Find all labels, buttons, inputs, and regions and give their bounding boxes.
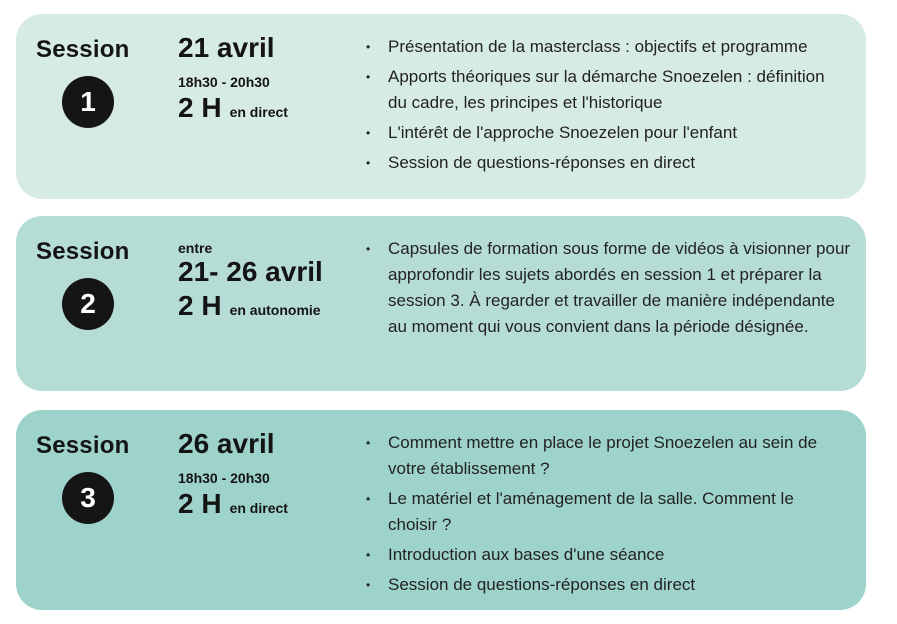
list-item: • Présentation de la masterclass : objectifs et programme bbox=[366, 34, 846, 60]
bullet-icon: • bbox=[366, 242, 371, 256]
session-number-badge: 2 bbox=[62, 278, 114, 330]
bullet-icon: • bbox=[366, 126, 371, 140]
session-date: 26 avril bbox=[178, 428, 275, 459]
bullet-icon: • bbox=[366, 436, 371, 450]
bullet-icon: • bbox=[366, 578, 371, 592]
session-time: 18h30 - 20h30 bbox=[178, 74, 270, 90]
bullet-icon: • bbox=[366, 548, 371, 562]
session-date: 21- 26 avril bbox=[178, 256, 323, 287]
duration-mode: en direct bbox=[229, 104, 288, 120]
list-item: • Session de questions-réponses en direct bbox=[366, 572, 846, 598]
duration-mode: en autonomie bbox=[229, 302, 321, 318]
session-date: 21 avril bbox=[178, 32, 275, 63]
session-duration bbox=[178, 488, 288, 520]
list-item: • L'intérêt de l'approche Snoezelen pour l'enfant bbox=[366, 120, 846, 146]
bullet-icon: • bbox=[366, 40, 371, 54]
duration-value: 2 H bbox=[178, 290, 222, 321]
session-time: 18h30 - 20h30 bbox=[178, 470, 270, 486]
list-item: • Introduction aux bases d'une séance bbox=[366, 542, 846, 568]
duration-mode: en direct bbox=[229, 500, 288, 516]
bullet-icon: • bbox=[366, 70, 371, 84]
session-label: Session bbox=[36, 432, 130, 459]
list-item: • Apports théoriques sur la démarche Snoezelen : définition du cadre, les principes et l'historique bbox=[366, 64, 846, 116]
list-item: • Le matériel et l'aménagement de la salle. Comment le choisir ? bbox=[366, 486, 846, 538]
duration-value: 2 H bbox=[178, 92, 222, 123]
session-label: Session bbox=[36, 238, 130, 265]
session-card-3 bbox=[16, 410, 866, 610]
session-card-2 bbox=[16, 216, 866, 391]
session-topics-list bbox=[366, 34, 846, 180]
session-topics-list bbox=[366, 430, 846, 602]
session-number-badge: 1 bbox=[62, 76, 114, 128]
session-duration bbox=[178, 92, 288, 124]
session-date-prefix: entre bbox=[178, 240, 213, 256]
list-item: • Comment mettre en place le projet Snoezelen au sein de votre établissement ? bbox=[366, 430, 846, 482]
session-duration bbox=[178, 290, 321, 322]
session-number-badge: 3 bbox=[62, 472, 114, 524]
session-description: • Capsules de formation sous forme de vidéos à visionner pour approfondir les sujets abordés en session 1 et préparer la session 3. À regarder et travailler de manière indépendante au moment qui vous convient dans la période désignée. bbox=[366, 236, 858, 340]
session-label: Session bbox=[36, 36, 130, 63]
bullet-icon: • bbox=[366, 156, 371, 170]
bullet-icon: • bbox=[366, 492, 371, 506]
session-card-1 bbox=[16, 14, 866, 199]
duration-value: 2 H bbox=[178, 488, 222, 519]
list-item: • Session de questions-réponses en direct bbox=[366, 150, 846, 176]
